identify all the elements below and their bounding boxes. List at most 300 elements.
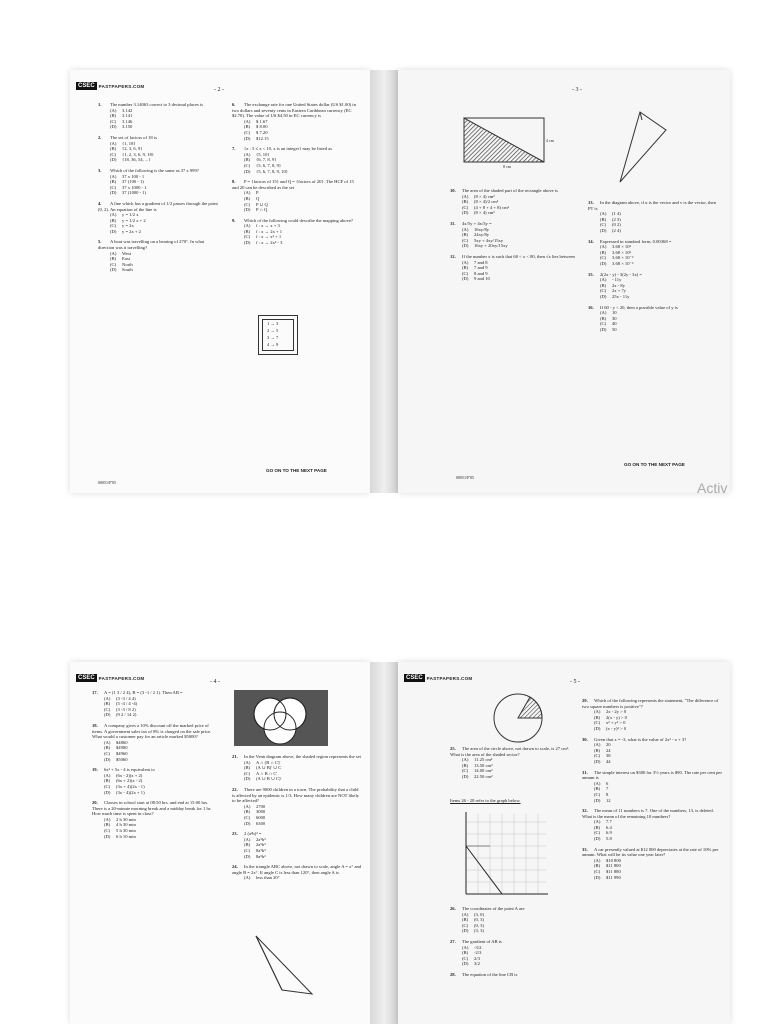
answer-option: [232, 821, 362, 827]
option-letter: (B): [110, 113, 117, 119]
question-text: The gradient of AB is: [462, 938, 502, 944]
option-value: 3.68 × 10⁻²: [612, 255, 634, 261]
option-letter: (A): [600, 310, 607, 316]
coordinate-graph: [456, 808, 556, 904]
answer-option: [450, 210, 585, 216]
option-letter: (A): [244, 803, 251, 809]
option-letter: (A): [244, 836, 251, 842]
question: [232, 831, 362, 859]
question-number: 14.: [588, 238, 594, 244]
question-number: 10.: [450, 188, 456, 193]
option-value: 3.150: [122, 124, 133, 130]
side-label: 4 cm: [546, 138, 554, 143]
option-letter: (A): [462, 757, 469, 763]
question-text: In the triangle ABC above, not drawn to scale, angle A = x° and angle B = 2x°. If angle C is less than 120°, then angle A is: [232, 864, 362, 875]
option-value: (3x - 4)(2x + 1): [116, 789, 145, 795]
option-letter: (D): [600, 326, 607, 332]
option-letter: (C): [462, 270, 469, 276]
option-value: {5, 6, 7, 8, 9, 10}: [256, 168, 288, 174]
answer-option: [588, 327, 718, 333]
option-letter: (D): [600, 260, 607, 266]
option-letter: (A): [244, 223, 251, 229]
option-letter: (B): [594, 824, 601, 830]
option-letter: (B): [462, 232, 469, 238]
question-number: 29.: [582, 698, 588, 703]
question-number: 4.: [98, 200, 102, 206]
option-letter: (A): [110, 140, 117, 146]
option-letter: (A): [600, 244, 607, 250]
option-value: {2, 3, 6, 9}: [122, 146, 143, 152]
answer-option: [582, 875, 722, 881]
option-letter: (A): [462, 944, 469, 950]
items-note: Items 26 - 28 refer to the graph below.: [450, 798, 521, 803]
option-value: (8 × 4) cm²: [474, 193, 495, 199]
option-value: 2a⁵b³: [256, 836, 266, 842]
option-value: South: [122, 267, 133, 273]
answer-option: [92, 790, 216, 796]
question-text: There are 9000 children in a town. The probability that a child is affected by an epidemic is 1/3. How many children are NOT likely to be affected?: [232, 786, 360, 804]
option-value: 11.25 cm²: [474, 757, 493, 763]
option-letter: (B): [594, 863, 601, 869]
question-text: A line which has a gradient of 1/2 passes through the point (0, 2). An equation of the line is: [98, 200, 218, 212]
option-value: 20: [606, 742, 611, 748]
option-value: 3.68 × 10⁻³: [612, 260, 634, 266]
option-letter: (D): [462, 773, 469, 779]
option-letter: (D): [110, 190, 117, 196]
option-letter: (B): [244, 228, 251, 234]
option-letter: (D): [244, 135, 251, 141]
answer-option: [450, 243, 585, 249]
option-value: 6300: [256, 820, 266, 826]
option-value: {6, 7, 8, 9}: [256, 157, 277, 163]
option-letter: (D): [462, 243, 469, 249]
vector-triangle-diagram: [608, 108, 678, 188]
question-text: The mean of 11 numbers is 7. One of the numbers, 13, is deleted. What is the mean of the remaining 10 numbers?: [582, 808, 714, 819]
question: [450, 221, 585, 249]
mapping-row: 3 → 7: [267, 335, 279, 340]
option-letter: (B): [104, 745, 111, 751]
next-page-note: GO ON TO THE NEXT PAGE: [266, 468, 327, 473]
option-value: {1, 2, 3, 6, 9, 18}: [122, 151, 154, 157]
option-value: A ∩ B ∩ C': [256, 770, 278, 776]
question-text: 2 (a²b)³ =: [244, 831, 262, 837]
option-value: (0, 3): [474, 917, 484, 923]
option-value: (6x + 2)(x - 2): [116, 778, 143, 784]
question: [582, 847, 722, 881]
option-value: y = 1/2 x + 2: [122, 217, 146, 223]
option-letter: (C): [462, 922, 469, 928]
option-value: (3, 0): [474, 911, 484, 917]
option-value: 3.142: [122, 107, 133, 113]
option-letter: (C): [600, 288, 607, 294]
option-value: 7 and 8: [474, 259, 488, 265]
option-letter: (C): [104, 828, 111, 834]
option-value: 30: [612, 315, 617, 321]
option-letter: (A): [462, 226, 469, 232]
option-value: 7: [606, 786, 609, 792]
option-value: 5.8: [606, 836, 612, 842]
option-value: (0, 3): [474, 922, 484, 928]
circle-sector-diagram: [488, 686, 548, 746]
option-value: y = 2x: [122, 223, 134, 229]
question-number: 15.: [588, 271, 594, 277]
question: [232, 179, 360, 213]
option-value: (2 4): [612, 227, 621, 233]
option-letter: (B): [104, 822, 111, 828]
answer-option: [588, 261, 718, 267]
question: [92, 767, 216, 795]
question-text: Which of the following could describe the mapping above?: [244, 217, 353, 223]
option-value: North: [122, 261, 133, 267]
option-value: 6.4: [606, 824, 612, 830]
question-text: In the diagram above, if u is the vector and v is the vector, then PT is: [588, 200, 716, 211]
answer-option: [98, 124, 220, 130]
option-value: P ∩ Q: [256, 207, 268, 213]
option-letter: (C): [104, 706, 111, 712]
page-4: [70, 662, 370, 1024]
answer-option: [98, 190, 220, 196]
option-value: $ 1.67: [256, 118, 268, 124]
option-value: (8 × 4)/2 cm²: [474, 199, 499, 205]
option-value: 3/2: [474, 961, 480, 967]
option-letter: (B): [110, 179, 117, 185]
option-letter: (B): [600, 282, 607, 288]
question-number: 26.: [450, 906, 456, 911]
question-text: A car presently valued at $12 000 depreciates at the rate of 10% per annum. What will be its value one year later?: [582, 846, 719, 858]
left-column-2: [450, 906, 575, 983]
option-letter: (B): [244, 124, 251, 130]
option-letter: (A): [594, 742, 601, 748]
question-number: 12.: [450, 253, 456, 259]
venn-diagram: [232, 688, 330, 748]
option-letter: (B): [110, 256, 117, 262]
question-number: 1.: [98, 102, 102, 107]
option-value: 12: [606, 797, 611, 803]
option-value: (A ∪ B)' ∪ C: [256, 765, 282, 771]
option-value: 2(x - y) > 0: [606, 714, 627, 720]
option-value: (5 -4 / 4 -4): [116, 701, 138, 707]
question-number: 8.: [232, 179, 236, 185]
brand-header: [76, 82, 144, 90]
question-text: 2(2x - y) - 3(2y - 3x) =: [600, 271, 643, 277]
option-value: 16xy/8y: [474, 226, 490, 232]
option-letter: (A): [600, 211, 607, 217]
answer-option: [582, 836, 722, 842]
question-number: 22.: [232, 786, 238, 792]
answer-option: [98, 267, 220, 273]
option-letter: (D): [110, 124, 117, 130]
option-value: 6000: [256, 814, 266, 820]
option-value: 2a⁶b³: [256, 842, 266, 848]
question-number: 3.: [98, 167, 102, 173]
option-letter: (C): [462, 237, 469, 243]
paper-code: 00051/F'05: [98, 480, 117, 485]
option-value: - 11y: [612, 277, 622, 283]
question-text: Given that x = -3, what is the value of 2x² - x + 3?: [594, 736, 687, 742]
option-value: (2 3): [612, 216, 621, 222]
option-value: 37 x 100 - 1: [122, 173, 145, 179]
option-value: $ 8.00: [256, 124, 268, 130]
option-letter: (A): [594, 709, 601, 715]
option-letter: (A): [104, 739, 111, 745]
option-letter: (B): [244, 809, 251, 815]
option-letter: (D): [594, 725, 601, 731]
question: [98, 201, 220, 235]
option-letter: (D): [594, 874, 601, 880]
option-value: (x - y)² > 0: [606, 725, 627, 731]
option-value: {5, 10}: [256, 151, 270, 157]
answer-option: [450, 276, 585, 282]
option-value: 6 h 10 min: [116, 833, 136, 839]
question: [232, 102, 360, 141]
question: [582, 698, 722, 732]
option-letter: (B): [462, 199, 469, 205]
option-value: 2x + 7y: [612, 288, 627, 294]
brand-site: PASTPAPERS.COM: [98, 675, 145, 681]
option-value: (9 2 / 14 2): [116, 712, 137, 718]
option-letter: (A): [600, 277, 607, 283]
question-number: 18.: [92, 722, 98, 728]
page-3: [398, 70, 730, 493]
option-letter: (B): [462, 762, 469, 768]
question: [450, 188, 585, 216]
question: [450, 746, 575, 780]
option-letter: (D): [104, 756, 111, 762]
question-number: 27.: [450, 938, 456, 944]
question-number: 25.: [450, 746, 456, 751]
answer-option: [232, 854, 362, 860]
option-letter: (A): [244, 190, 251, 196]
csec-logo: CSEC: [406, 675, 423, 681]
option-letter: (C): [594, 869, 601, 875]
option-letter: (C): [244, 770, 251, 776]
option-value: Q: [256, 195, 260, 201]
question-text: A boat was travelling on a bearing of 270°. In what direction was it travelling?: [98, 239, 205, 251]
option-value: 3.68 × 10³: [612, 244, 631, 250]
option-value: $11 880: [606, 869, 621, 875]
option-value: {5, 6, 7, 8, 9}: [256, 162, 282, 168]
question-text: In the Venn diagram above, the shaded region represents the set: [244, 754, 361, 759]
option-value: 24: [606, 747, 611, 753]
option-value: 37 x 1000 - 1: [122, 184, 147, 190]
option-value: $5060: [116, 756, 128, 762]
answer-option: [92, 712, 216, 718]
option-letter: (D): [244, 240, 251, 246]
question-text: A = (1 3 / 2 4), B = (3 -1 / 2 1). Then AB =: [104, 690, 183, 695]
option-letter: (B): [462, 917, 469, 923]
question-number: 6.: [232, 102, 236, 107]
answer-option: [232, 875, 362, 881]
option-value: 2 h 30 min: [116, 816, 136, 822]
option-letter: (A): [462, 259, 469, 265]
option-letter: (D): [600, 227, 607, 233]
option-letter: (B): [110, 217, 117, 223]
question-number: 21.: [232, 754, 238, 759]
option-letter: (C): [600, 255, 607, 261]
brand-site: PASTPAPERS.COM: [426, 675, 473, 681]
option-value: 7 and 9: [474, 265, 488, 271]
question-number: 19.: [92, 767, 98, 773]
question: [232, 864, 362, 881]
option-letter: (B): [244, 765, 251, 771]
question: [450, 906, 575, 934]
question-number: 2.: [98, 134, 102, 140]
question: [588, 272, 718, 300]
question-text: Which of the following represents the statement, "The difference of two square numbers is positive"?: [582, 698, 719, 709]
option-letter: (A): [110, 212, 117, 218]
answer-option: [232, 169, 360, 175]
option-letter: (B): [594, 786, 601, 792]
option-letter: (D): [244, 207, 251, 213]
option-letter: (B): [600, 315, 607, 321]
right-column: [232, 754, 362, 886]
option-letter: (D): [110, 267, 117, 273]
answer-option: [92, 834, 216, 840]
book-fold-bottom: [370, 662, 398, 1024]
question-text: The exchange rate for one United States dollar (US $1.00) in two dollars and seventy cents in Eastern Caribbean currency (EC $2.70). The value of US $4.50 in EC currency is: [232, 102, 356, 119]
page-2: [70, 70, 370, 493]
question-number: 28.: [450, 971, 456, 977]
question: [588, 200, 718, 234]
option-value: 22.50 cm²: [474, 773, 493, 779]
question-text: The area of the shaded part of the rectangle above is: [462, 188, 558, 193]
option-value: West: [122, 250, 132, 256]
option-letter: (C): [594, 720, 601, 726]
option-value: -2/3: [474, 950, 482, 956]
left-column: [450, 188, 585, 287]
option-value: {18, 36, 54, ...}: [122, 157, 151, 163]
option-letter: (D): [462, 276, 469, 282]
option-value: 24xy/8y: [474, 232, 490, 238]
option-value: 8 and 9: [474, 270, 488, 276]
page-number: - 2 -: [214, 87, 224, 93]
option-letter: (C): [600, 222, 607, 228]
question-text: The set of factors of 18 is: [110, 134, 157, 140]
option-value: f : x → 2x + 1: [256, 228, 283, 234]
option-letter: (D): [244, 820, 251, 826]
option-letter: (B): [104, 701, 111, 707]
question: [232, 787, 362, 826]
option-letter: (B): [594, 747, 601, 753]
question-text: Which of the following is the same as 37 x 999?: [110, 167, 199, 173]
option-letter: (D): [244, 168, 251, 174]
answer-option: [450, 961, 575, 967]
option-value: 2x - 2y > 0: [606, 709, 627, 715]
question-number: 13.: [588, 200, 594, 205]
right-column: [588, 200, 718, 337]
mapping-list: [262, 319, 294, 351]
question-text: 4x/5y + 4x/3y =: [462, 220, 492, 226]
book-fold-top: [370, 70, 398, 493]
answer-option: [232, 136, 360, 142]
option-value: 7.7: [606, 819, 612, 825]
answer-option: [588, 228, 718, 234]
brand-header: [76, 674, 144, 682]
option-value: 6.9: [606, 830, 612, 836]
question-number: 33.: [582, 846, 588, 852]
question: [450, 972, 575, 978]
csec-logo: CSEC: [78, 83, 95, 89]
option-value: 4 h 30 min: [116, 822, 136, 828]
option-letter: (A): [110, 173, 117, 179]
option-value: 2x - 8y: [612, 282, 626, 288]
option-letter: (D): [462, 928, 469, 934]
answer-option: [98, 157, 220, 163]
question-text: The coordinates of the point A are: [462, 906, 525, 911]
question-number: 31.: [582, 769, 588, 775]
option-letter: (C): [244, 162, 251, 168]
option-letter: (A): [594, 857, 601, 863]
option-letter: (C): [110, 151, 117, 157]
left-column: [92, 690, 216, 844]
option-value: 40: [612, 321, 617, 327]
option-letter: (C): [244, 234, 251, 240]
option-value: 50: [612, 326, 617, 332]
question: [588, 305, 718, 333]
shaded-rectangle-diagram: [460, 110, 560, 170]
question-number: 16.: [588, 304, 594, 310]
option-letter: (A): [110, 250, 117, 256]
option-value: (6x - 2)(x + 2): [116, 772, 143, 778]
option-letter: (C): [462, 768, 469, 774]
option-value: East: [122, 256, 130, 262]
option-letter: (C): [594, 791, 601, 797]
option-value: $10 800: [606, 857, 621, 863]
option-letter: (D): [600, 293, 607, 299]
option-value: 3000: [256, 809, 266, 815]
option-value: y = 1/2 x: [122, 212, 139, 218]
option-letter: (B): [244, 842, 251, 848]
question: [98, 239, 220, 273]
mapping-row: 4 → 9: [267, 342, 279, 347]
option-letter: (B): [600, 249, 607, 255]
option-letter: (C): [104, 750, 111, 756]
answer-option: [450, 928, 575, 934]
option-letter: (B): [462, 950, 469, 956]
option-value: P ∪ Q: [256, 201, 268, 207]
left-column: [450, 746, 575, 785]
option-value: 8: [606, 791, 609, 797]
question-number: 9.: [232, 217, 236, 223]
question-number: 20.: [92, 800, 98, 806]
option-letter: (B): [462, 265, 469, 271]
answer-option: [232, 776, 362, 782]
option-letter: (C): [110, 184, 117, 190]
option-letter: (B): [244, 157, 251, 163]
option-value: 16xy + 20xy/15xy: [474, 243, 508, 249]
answer-option: [98, 229, 220, 235]
option-letter: (D): [594, 758, 601, 764]
question-text: The simple interest on $300 for 3½ years is $90. The rate per cent per annum is: [582, 769, 722, 781]
option-letter: (D): [104, 833, 111, 839]
option-letter: (C): [462, 204, 469, 210]
option-value: f : x → x + 3: [256, 223, 280, 229]
question: [450, 254, 585, 282]
option-value: (3x + 4)(2x - 1): [116, 783, 145, 789]
option-value: 3.146: [122, 118, 133, 124]
option-letter: (C): [600, 321, 607, 327]
option-letter: (D): [104, 712, 111, 718]
option-value: $11 990: [606, 874, 621, 880]
option-letter: (C): [110, 223, 117, 229]
option-value: x² + y² > 0: [606, 720, 626, 726]
question-number: 32.: [582, 808, 588, 814]
option-value: (3 -3 / 8 2): [116, 706, 136, 712]
activate-watermark: Activ: [697, 480, 728, 496]
option-letter: (A): [104, 816, 111, 822]
question-number: 24.: [232, 864, 238, 870]
question: [98, 102, 220, 130]
